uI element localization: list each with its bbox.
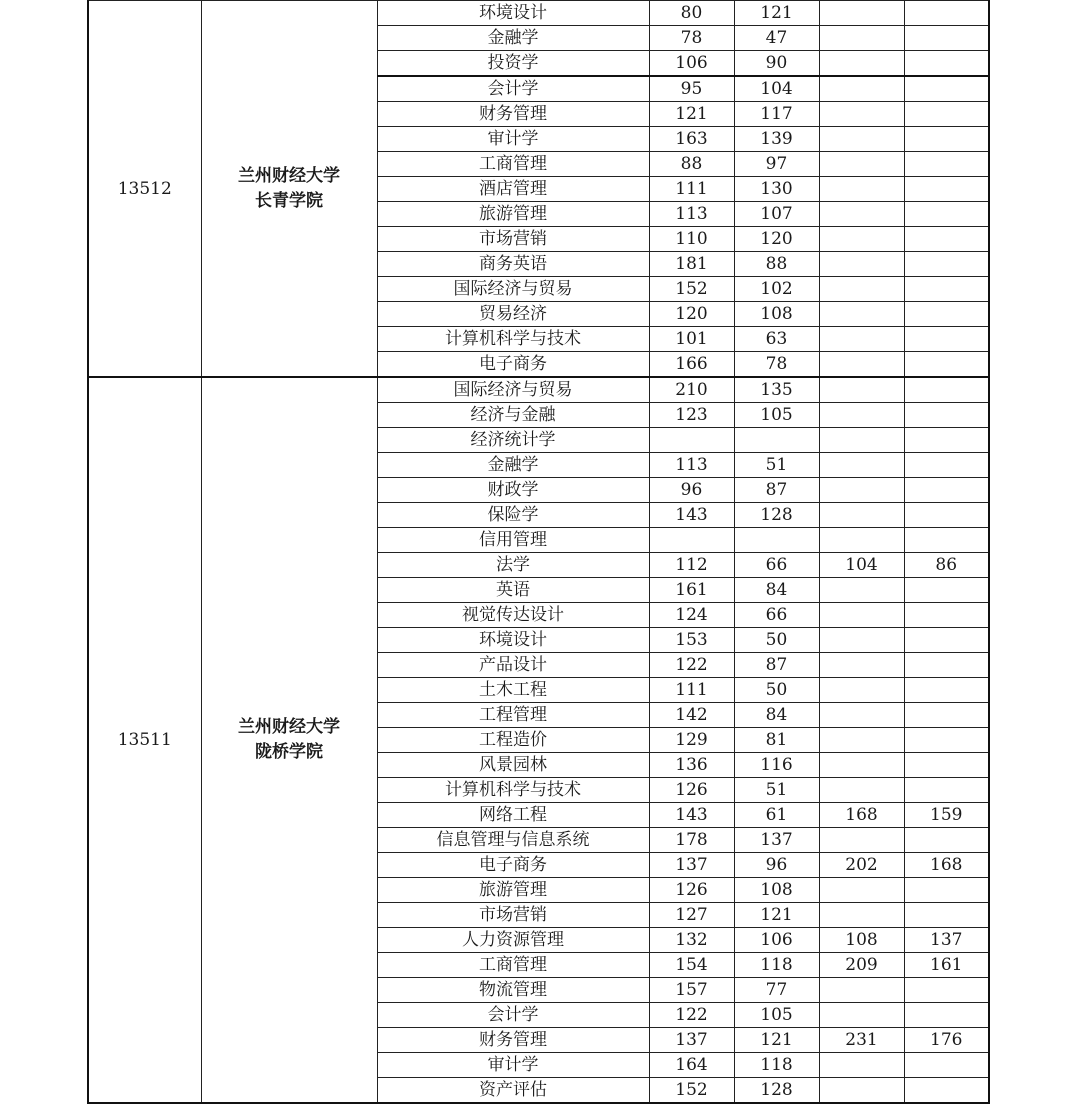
- score-cell-4: 161: [904, 953, 989, 978]
- score-cell-2: 121: [734, 1, 819, 26]
- score-cell-1: 178: [649, 828, 734, 853]
- major-cell: 审计学: [377, 1053, 649, 1078]
- score-cell-2: 128: [734, 503, 819, 528]
- score-cell-2: 121: [734, 903, 819, 928]
- score-cell-3: [819, 252, 904, 277]
- score-cell-4: 159: [904, 803, 989, 828]
- score-cell-2: 50: [734, 628, 819, 653]
- score-cell-1: 110: [649, 227, 734, 252]
- major-cell: 旅游管理: [377, 878, 649, 903]
- score-cell-3: [819, 878, 904, 903]
- major-cell: 风景园林: [377, 753, 649, 778]
- score-cell-2: 66: [734, 553, 819, 578]
- score-cell-3: [819, 478, 904, 503]
- score-cell-2: 61: [734, 803, 819, 828]
- score-cell-4: [904, 1078, 989, 1104]
- score-cell-3: [819, 327, 904, 352]
- institution-name-line2: 陇桥学院: [255, 742, 323, 762]
- score-cell-4: [904, 51, 989, 77]
- major-cell: 酒店管理: [377, 177, 649, 202]
- major-cell: 电子商务: [377, 853, 649, 878]
- score-cell-2: 102: [734, 277, 819, 302]
- score-cell-4: [904, 603, 989, 628]
- score-cell-4: 168: [904, 853, 989, 878]
- score-cell-1: 137: [649, 1028, 734, 1053]
- major-cell: 产品设计: [377, 653, 649, 678]
- score-cell-1: 143: [649, 503, 734, 528]
- score-cell-4: [904, 277, 989, 302]
- major-cell: 金融学: [377, 26, 649, 51]
- institution-name-line1: 兰州财经大学: [238, 717, 340, 737]
- score-cell-4: [904, 728, 989, 753]
- score-cell-4: [904, 252, 989, 277]
- major-cell: 土木工程: [377, 678, 649, 703]
- score-cell-4: [904, 828, 989, 853]
- score-cell-3: 168: [819, 803, 904, 828]
- score-cell-1: 80: [649, 1, 734, 26]
- score-cell-1: 111: [649, 678, 734, 703]
- score-cell-2: 107: [734, 202, 819, 227]
- score-cell-1: 112: [649, 553, 734, 578]
- major-cell: 审计学: [377, 127, 649, 152]
- admission-score-table: [87, 0, 990, 1104]
- score-cell-1: 122: [649, 1003, 734, 1028]
- score-cell-2: 87: [734, 478, 819, 503]
- score-cell-4: [904, 26, 989, 51]
- major-cell: 投资学: [377, 51, 649, 77]
- major-cell: 经济统计学: [377, 428, 649, 453]
- score-cell-1: 129: [649, 728, 734, 753]
- score-cell-1: 152: [649, 1078, 734, 1104]
- score-cell-3: [819, 453, 904, 478]
- major-cell: 商务英语: [377, 252, 649, 277]
- score-cell-4: [904, 1, 989, 26]
- score-cell-2: 118: [734, 1053, 819, 1078]
- score-cell-4: [904, 302, 989, 327]
- score-cell-4: [904, 453, 989, 478]
- score-cell-1: 101: [649, 327, 734, 352]
- score-cell-1: 124: [649, 603, 734, 628]
- score-cell-1: 154: [649, 953, 734, 978]
- score-cell-3: 231: [819, 1028, 904, 1053]
- major-cell: 法学: [377, 553, 649, 578]
- score-cell-4: [904, 202, 989, 227]
- score-cell-1: 121: [649, 102, 734, 127]
- score-cell-3: [819, 503, 904, 528]
- score-cell-2: 50: [734, 678, 819, 703]
- major-cell: 工商管理: [377, 953, 649, 978]
- major-cell: 信息管理与信息系统: [377, 828, 649, 853]
- score-cell-2: 117: [734, 102, 819, 127]
- score-cell-2: 87: [734, 653, 819, 678]
- score-cell-1: 157: [649, 978, 734, 1003]
- major-cell: 国际经济与贸易: [377, 277, 649, 302]
- score-cell-4: [904, 352, 989, 378]
- score-cell-2: 78: [734, 352, 819, 378]
- major-cell: 工程造价: [377, 728, 649, 753]
- major-cell: 信用管理: [377, 528, 649, 553]
- major-cell: 贸易经济: [377, 302, 649, 327]
- score-cell-3: [819, 1053, 904, 1078]
- score-cell-2: 66: [734, 603, 819, 628]
- score-cell-2: 106: [734, 928, 819, 953]
- score-cell-1: 113: [649, 453, 734, 478]
- score-cell-4: 86: [904, 553, 989, 578]
- score-cell-4: [904, 753, 989, 778]
- score-cell-2: 81: [734, 728, 819, 753]
- score-cell-2: 121: [734, 1028, 819, 1053]
- score-cell-3: [819, 903, 904, 928]
- score-cell-2: 51: [734, 778, 819, 803]
- score-cell-1: 95: [649, 76, 734, 102]
- score-cell-4: [904, 978, 989, 1003]
- score-cell-4: [904, 503, 989, 528]
- score-cell-3: [819, 578, 904, 603]
- score-cell-3: [819, 678, 904, 703]
- score-cell-3: [819, 653, 904, 678]
- score-cell-3: [819, 302, 904, 327]
- score-cell-3: [819, 1, 904, 26]
- score-cell-1: 137: [649, 853, 734, 878]
- score-cell-1: 78: [649, 26, 734, 51]
- score-cell-2: [734, 528, 819, 553]
- score-cell-4: [904, 102, 989, 127]
- institution-name-line1: 兰州财经大学: [238, 165, 340, 186]
- score-cell-3: 108: [819, 928, 904, 953]
- institution-code: 13512: [88, 1, 201, 378]
- score-cell-3: 202: [819, 853, 904, 878]
- score-cell-1: 126: [649, 878, 734, 903]
- score-cell-2: 139: [734, 127, 819, 152]
- score-cell-3: [819, 202, 904, 227]
- score-cell-4: 137: [904, 928, 989, 953]
- score-cell-4: [904, 152, 989, 177]
- major-cell: 计算机科学与技术: [377, 778, 649, 803]
- major-cell: 人力资源管理: [377, 928, 649, 953]
- score-cell-3: [819, 778, 904, 803]
- major-cell: 保险学: [377, 503, 649, 528]
- score-cell-2: 120: [734, 227, 819, 252]
- major-cell: 计算机科学与技术: [377, 327, 649, 352]
- score-cell-3: 104: [819, 553, 904, 578]
- score-cell-3: [819, 277, 904, 302]
- score-cell-1: 122: [649, 653, 734, 678]
- score-cell-1: [649, 528, 734, 553]
- score-cell-2: 51: [734, 453, 819, 478]
- score-cell-3: [819, 428, 904, 453]
- score-cell-1: [649, 428, 734, 453]
- major-cell: 经济与金融: [377, 403, 649, 428]
- score-cell-2: 118: [734, 953, 819, 978]
- major-cell: 环境设计: [377, 628, 649, 653]
- institution-code: 13511: [88, 377, 201, 1103]
- score-cell-1: 181: [649, 252, 734, 277]
- score-cell-3: [819, 102, 904, 127]
- score-cell-1: 88: [649, 152, 734, 177]
- score-cell-2: 96: [734, 853, 819, 878]
- score-cell-1: 142: [649, 703, 734, 728]
- score-cell-2: 108: [734, 878, 819, 903]
- score-cell-2: 108: [734, 302, 819, 327]
- score-cell-4: [904, 1053, 989, 1078]
- score-cell-2: 84: [734, 578, 819, 603]
- score-cell-2: 90: [734, 51, 819, 77]
- major-cell: 工商管理: [377, 152, 649, 177]
- score-cell-4: [904, 528, 989, 553]
- score-cell-1: 210: [649, 377, 734, 403]
- score-cell-1: 127: [649, 903, 734, 928]
- score-cell-3: [819, 628, 904, 653]
- score-cell-1: 161: [649, 578, 734, 603]
- score-cell-4: [904, 327, 989, 352]
- score-cell-1: 106: [649, 51, 734, 77]
- score-cell-3: [819, 1003, 904, 1028]
- table-row: [88, 1, 989, 26]
- score-cell-4: [904, 76, 989, 102]
- score-cell-3: [819, 403, 904, 428]
- score-cell-3: [819, 51, 904, 77]
- major-cell: 电子商务: [377, 352, 649, 378]
- score-cell-4: [904, 678, 989, 703]
- score-cell-4: [904, 628, 989, 653]
- score-cell-3: [819, 828, 904, 853]
- major-cell: 环境设计: [377, 1, 649, 26]
- score-cell-1: 132: [649, 928, 734, 953]
- score-cell-4: [904, 1003, 989, 1028]
- score-cell-3: [819, 377, 904, 403]
- major-cell: 国际经济与贸易: [377, 377, 649, 403]
- score-cell-4: [904, 478, 989, 503]
- score-cell-2: 130: [734, 177, 819, 202]
- major-cell: 财务管理: [377, 102, 649, 127]
- score-cell-3: [819, 603, 904, 628]
- score-cell-1: 120: [649, 302, 734, 327]
- major-cell: 网络工程: [377, 803, 649, 828]
- score-cell-2: 84: [734, 703, 819, 728]
- score-cell-3: [819, 728, 904, 753]
- score-cell-1: 166: [649, 352, 734, 378]
- score-cell-1: 126: [649, 778, 734, 803]
- major-cell: 会计学: [377, 76, 649, 102]
- score-cell-2: 63: [734, 327, 819, 352]
- score-cell-2: 47: [734, 26, 819, 51]
- score-cell-4: [904, 778, 989, 803]
- score-cell-4: 176: [904, 1028, 989, 1053]
- score-cell-3: [819, 177, 904, 202]
- score-cell-3: [819, 227, 904, 252]
- score-cell-4: [904, 177, 989, 202]
- major-cell: 英语: [377, 578, 649, 603]
- score-cell-4: [904, 878, 989, 903]
- score-cell-2: [734, 428, 819, 453]
- score-cell-3: [819, 127, 904, 152]
- score-cell-3: 209: [819, 953, 904, 978]
- major-cell: 市场营销: [377, 903, 649, 928]
- score-cell-2: 105: [734, 403, 819, 428]
- score-cell-4: [904, 127, 989, 152]
- score-cell-2: 88: [734, 252, 819, 277]
- score-cell-2: 116: [734, 753, 819, 778]
- institution-name: [201, 377, 377, 1103]
- score-cell-2: 104: [734, 76, 819, 102]
- table-body: [88, 1, 989, 1104]
- score-cell-2: 105: [734, 1003, 819, 1028]
- score-cell-3: [819, 978, 904, 1003]
- institution-name: [201, 1, 377, 378]
- major-cell: 旅游管理: [377, 202, 649, 227]
- major-cell: 市场营销: [377, 227, 649, 252]
- major-cell: 金融学: [377, 453, 649, 478]
- major-cell: 工程管理: [377, 703, 649, 728]
- score-cell-1: 152: [649, 277, 734, 302]
- score-cell-1: 163: [649, 127, 734, 152]
- score-cell-3: [819, 352, 904, 378]
- score-cell-3: [819, 753, 904, 778]
- score-cell-1: 164: [649, 1053, 734, 1078]
- score-cell-1: 153: [649, 628, 734, 653]
- major-cell: 物流管理: [377, 978, 649, 1003]
- score-cell-1: 111: [649, 177, 734, 202]
- institution-name-line2: 长青学院: [255, 190, 323, 211]
- score-cell-3: [819, 152, 904, 177]
- score-cell-4: [904, 227, 989, 252]
- score-cell-4: [904, 403, 989, 428]
- score-cell-1: 113: [649, 202, 734, 227]
- score-cell-3: [819, 528, 904, 553]
- major-cell: 财务管理: [377, 1028, 649, 1053]
- score-cell-3: [819, 26, 904, 51]
- major-cell: 视觉传达设计: [377, 603, 649, 628]
- score-cell-4: [904, 703, 989, 728]
- score-cell-2: 77: [734, 978, 819, 1003]
- score-cell-4: [904, 903, 989, 928]
- score-cell-1: 96: [649, 478, 734, 503]
- score-cell-4: [904, 428, 989, 453]
- score-cell-4: [904, 377, 989, 403]
- score-cell-4: [904, 578, 989, 603]
- score-cell-1: 123: [649, 403, 734, 428]
- major-cell: 财政学: [377, 478, 649, 503]
- score-cell-2: 128: [734, 1078, 819, 1104]
- score-cell-3: [819, 703, 904, 728]
- score-cell-1: 143: [649, 803, 734, 828]
- table-row: [88, 377, 989, 403]
- score-cell-1: 136: [649, 753, 734, 778]
- score-cell-3: [819, 1078, 904, 1104]
- major-cell: 会计学: [377, 1003, 649, 1028]
- score-cell-2: 97: [734, 152, 819, 177]
- score-cell-2: 137: [734, 828, 819, 853]
- score-cell-2: 135: [734, 377, 819, 403]
- score-cell-4: [904, 653, 989, 678]
- score-cell-3: [819, 76, 904, 102]
- major-cell: 资产评估: [377, 1078, 649, 1104]
